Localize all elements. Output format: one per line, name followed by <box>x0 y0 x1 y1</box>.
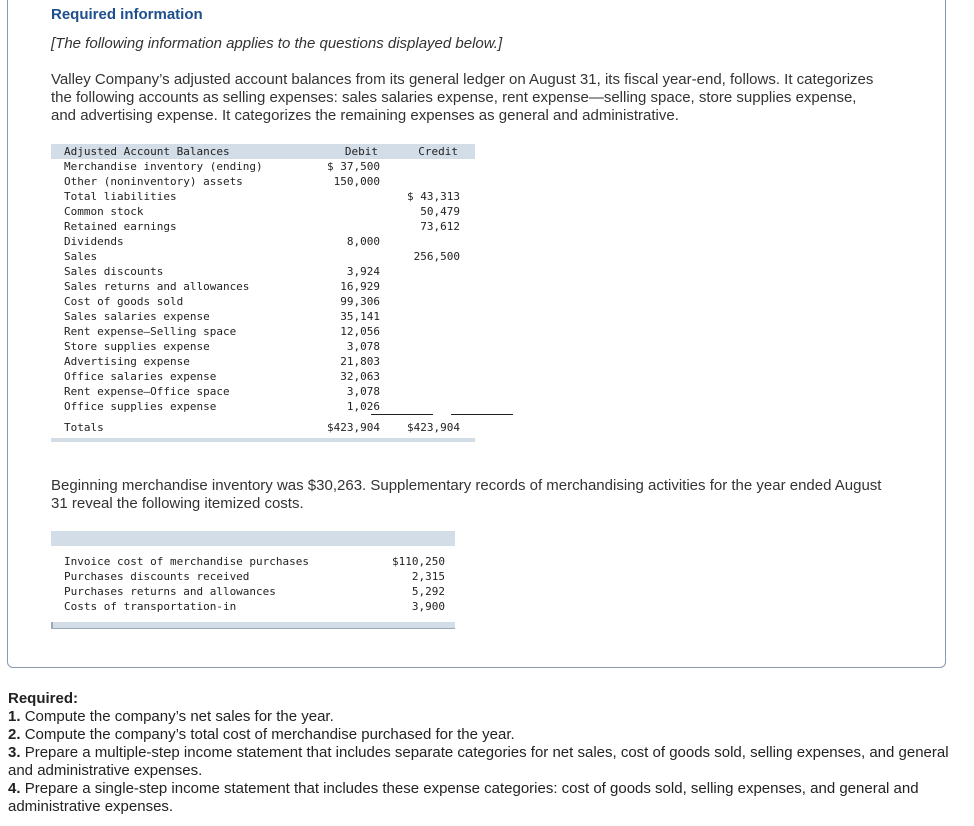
table-row <box>51 159 475 174</box>
account-name: Merchandise inventory (ending) <box>64 160 263 173</box>
intro-paragraph: Valley Company’s adjusted account balances from its general ledger on August 31, its fiscal year-end, follows. It categorizes the following accounts as selling expenses: sales salaries expense, rent expense—selling space, store supplies expense, and advertising expense. It categorizes the remaining expenses as general and administrative. <box>51 71 874 124</box>
credit-amount: $ 43,313 <box>407 190 460 203</box>
debit-total-rule <box>371 414 433 415</box>
table-row <box>51 399 475 414</box>
column-header-credit: Credit <box>418 145 458 158</box>
table-row <box>51 339 475 354</box>
account-name: Store supplies expense <box>64 340 210 353</box>
required-item-text: Compute the company’s total cost of merchandise purchased for the year. <box>24 726 515 743</box>
debit-amount: 150,000 <box>333 175 380 188</box>
table-row <box>51 354 475 369</box>
list-item <box>51 554 455 569</box>
debit-amount: 32,063 <box>340 370 380 383</box>
credit-amount: 50,479 <box>420 205 460 218</box>
account-name: Sales <box>64 250 98 263</box>
debit-amount: 35,141 <box>340 310 380 323</box>
list-item <box>51 599 455 614</box>
debit-amount: 12,056 <box>340 325 380 338</box>
cost-item-label: Invoice cost of merchandise purchases <box>64 555 310 568</box>
debit-amount: 3,924 <box>346 265 380 278</box>
required-item-text: Prepare a multiple-step income statement that includes separate categories for net sales, cost of goods sold, selling expenses, and general and administrative expenses. <box>8 744 949 779</box>
cost-item-amount: $110,250 <box>392 555 445 568</box>
account-name: Total liabilities <box>64 190 177 203</box>
account-name: Rent expense—Office space <box>64 385 230 398</box>
beginning-inventory-paragraph: Beginning merchandise inventory was $30,263. Supplementary records of merchandising activities for the year ended August 31 reveal the following itemized costs. <box>51 477 882 512</box>
table-row <box>51 249 475 264</box>
debit-amount: 3,078 <box>346 340 380 353</box>
totals-row <box>51 419 475 436</box>
list-item <box>51 569 455 584</box>
table-row <box>51 384 475 399</box>
account-name: Other (noninventory) assets <box>64 175 243 188</box>
account-name: Sales salaries expense <box>64 310 210 323</box>
required-section <box>8 690 958 816</box>
column-header-account: Adjusted Account Balances <box>64 145 230 158</box>
table-row <box>51 369 475 384</box>
required-item-number: 1. <box>8 708 21 725</box>
list-item <box>51 584 455 599</box>
totals-debit: $423,904 <box>327 421 380 434</box>
table-row <box>51 219 475 234</box>
table-bottom-bar <box>51 438 475 442</box>
table-row <box>51 264 475 279</box>
account-name: Common stock <box>64 205 144 218</box>
cost-item-label: Purchases returns and allowances <box>64 585 276 598</box>
account-name: Sales returns and allowances <box>64 280 250 293</box>
account-name: Cost of goods sold <box>64 295 184 308</box>
required-item-number: 3. <box>8 744 21 761</box>
adjusted-balances-table <box>51 144 475 442</box>
table-row <box>51 294 475 309</box>
account-name: Sales discounts <box>64 265 164 278</box>
account-name: Retained earnings <box>64 220 177 233</box>
table-row <box>51 234 475 249</box>
account-name: Dividends <box>64 235 124 248</box>
required-item <box>8 780 958 816</box>
info-note: [The following information applies to the questions displayed below.] <box>51 35 503 52</box>
required-item-text: Compute the company’s net sales for the year. <box>24 708 334 725</box>
required-item-number: 4. <box>8 780 21 797</box>
debit-amount: 1,026 <box>346 400 380 413</box>
cost-item-amount: 5,292 <box>411 585 445 598</box>
debit-amount: 16,929 <box>340 280 380 293</box>
cost-item-label: Purchases discounts received <box>64 570 250 583</box>
column-header-debit: Debit <box>344 145 378 158</box>
required-item-text: Prepare a single-step income statement that includes these expense categories: cost of goods sold, selling expenses, and general and administrative expenses. <box>8 780 919 815</box>
required-item-number: 2. <box>8 726 21 743</box>
cost-item-amount: 2,315 <box>411 570 445 583</box>
table-row <box>51 174 475 189</box>
account-name: Advertising expense <box>64 355 190 368</box>
credit-amount: 256,500 <box>413 250 460 263</box>
account-name: Office supplies expense <box>64 400 217 413</box>
table-row <box>51 324 475 339</box>
required-title: Required: <box>8 690 79 707</box>
credit-amount: 73,612 <box>420 220 460 233</box>
totals-label: Totals <box>64 421 104 434</box>
purchases-table-header <box>51 531 455 546</box>
required-item <box>8 708 958 726</box>
table-row <box>51 309 475 324</box>
purchases-table <box>51 531 455 629</box>
required-item <box>8 744 958 780</box>
account-name: Office salaries expense <box>64 370 217 383</box>
cost-item-amount: 3,900 <box>411 600 445 613</box>
debit-amount: 3,078 <box>346 385 380 398</box>
credit-total-rule <box>451 414 513 415</box>
totals-credit: $423,904 <box>407 421 460 434</box>
debit-amount: 99,306 <box>340 295 380 308</box>
required-item <box>8 726 958 744</box>
account-name: Rent expense—Selling space <box>64 325 237 338</box>
table-row <box>51 189 475 204</box>
table-row <box>51 279 475 294</box>
debit-amount: 8,000 <box>346 235 380 248</box>
purchases-table-footer <box>51 622 455 629</box>
section-heading: Required information <box>51 6 203 23</box>
debit-amount: 21,803 <box>340 355 380 368</box>
table-row <box>51 204 475 219</box>
table-header-row <box>51 144 475 159</box>
cost-item-label: Costs of transportation-in <box>64 600 237 613</box>
debit-amount: $ 37,500 <box>327 160 380 173</box>
